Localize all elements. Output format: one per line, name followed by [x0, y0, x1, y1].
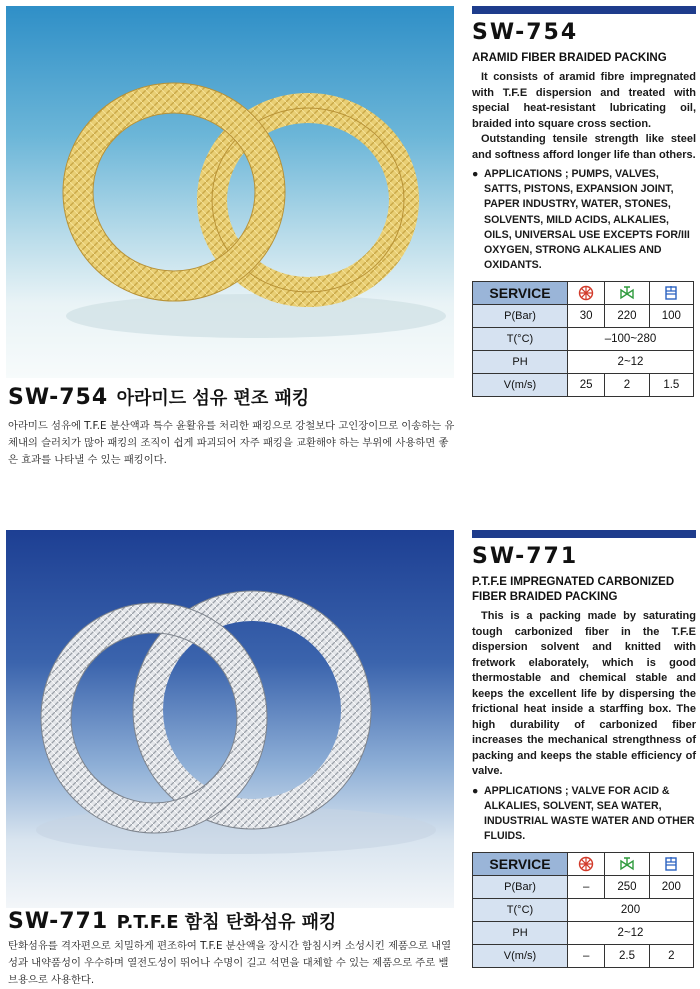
table-cell: 30: [568, 305, 605, 328]
description-paragraph: Outstanding tensile strength like steel and softness afford longer life than others.: [472, 133, 696, 161]
model-title: SW-754: [472, 20, 579, 45]
row-label: PH: [473, 351, 568, 374]
table-cell: 220: [605, 305, 649, 328]
table-cell: 2.5: [605, 945, 649, 968]
table-cell: 250: [605, 876, 649, 899]
table-cell: –: [568, 945, 605, 968]
table-row: [473, 351, 694, 374]
row-label: V(m/s): [473, 945, 568, 968]
row-label: PH: [473, 922, 568, 945]
applications-list: [472, 167, 696, 273]
table-row: [473, 899, 694, 922]
service-table: [472, 281, 694, 397]
service-header: SERVICE: [473, 282, 568, 305]
model-code: SW-771: [8, 909, 109, 934]
table-row: [473, 374, 694, 397]
bullet-icon: ●: [472, 168, 479, 180]
english-description: [472, 70, 696, 163]
pump-icon: [568, 282, 605, 305]
korean-description: 탄화섬유를 격자편으로 치밀하게 편조하여 T.F.E 분산액을 장시간 함침시켜 소성시킨 제품으로 내열성과 내약품성이 우수하며 열전도성이 뛰어나 수명이 길고 석면을 대체할 수 있는 제품으로 주로 밸브용으로 사용한다.: [8, 940, 452, 986]
table-cell: 25: [568, 374, 605, 397]
table-row: [473, 305, 694, 328]
model-code: SW-754: [8, 385, 109, 410]
accent-bar: [472, 6, 696, 14]
product-photo-carbonized-packing: [6, 530, 454, 908]
table-cell: 200: [649, 876, 693, 899]
table-cell: 2~12: [568, 351, 694, 374]
english-description: [472, 609, 696, 780]
spec-panel: [472, 530, 696, 968]
applications-text: APPLICATIONS ; VALVE FOR ACID & ALKALIES, SOLVENT, SEA WATER, INDUSTRIAL WASTE WATER AND OTHER FLUIDS.: [484, 784, 695, 843]
table-cell: 2: [649, 945, 693, 968]
row-label: P(Bar): [473, 876, 568, 899]
row-label: V(m/s): [473, 374, 568, 397]
korean-description: 아라미드 섬유에 T.F.E 분산액과 특수 윤활유를 처리한 패킹으로 강철보다 고인장이므로 이송하는 유체내의 슬러치가 많아 패킹의 조직이 쉽게 파괴되어 자주 패킹을 교환해야 하는 부위에 사용하면 좋은 효과를 나타낼 수 있는 패킹이다.: [8, 420, 455, 466]
english-product-name: P.T.F.E IMPREGNATED CARBONIZED FIBER BRAIDED PACKING: [472, 576, 675, 603]
row-label: T(°C): [473, 328, 568, 351]
row-label: P(Bar): [473, 305, 568, 328]
model-title: SW-771: [472, 544, 579, 569]
product-heading: [8, 384, 309, 410]
table-cell: 2~12: [568, 922, 694, 945]
spec-panel: [472, 6, 696, 397]
bullet-icon: ●: [472, 784, 479, 797]
reciprocating-icon: [649, 853, 693, 876]
table-row: [473, 876, 694, 899]
korean-product-name: 아라미드 섬유 편조 패킹: [116, 388, 310, 409]
reciprocating-icon: [649, 282, 693, 305]
table-cell: –: [568, 876, 605, 899]
accent-bar: [472, 530, 696, 538]
table-cell: 2: [605, 374, 649, 397]
description-paragraph: It consists of aramid fibre impregnated with T.F.E dispersion and treated with special heat-resistant lubricating oil, braided into square cross section.: [472, 71, 696, 130]
english-product-name: ARAMID FIBER BRAIDED PACKING: [472, 52, 667, 64]
product-heading: [8, 908, 336, 934]
service-header: SERVICE: [473, 853, 568, 876]
applications-list: [472, 784, 696, 845]
table-row: [473, 945, 694, 968]
description-paragraph: This is a packing made by saturating tough carbonized fiber in the T.F.E dispersion solvent and knitted with fretwork elaborately, which is good thermostable and chemical stable and keeps the excellent life by dispersing the frictional heat inside a starffing box. The high durability of carbonized fiber increases the mechanical strengthness of packing and keeps the stable efficiency of valve.: [472, 610, 696, 777]
pump-icon: [568, 853, 605, 876]
korean-product-name: P.T.F.E 함침 탄화섬유 패킹: [116, 912, 337, 933]
service-table: [472, 852, 694, 968]
table-cell: 200: [568, 899, 694, 922]
valve-icon: [605, 853, 649, 876]
table-row: [473, 922, 694, 945]
table-row: [473, 328, 694, 351]
table-cell: 100: [649, 305, 693, 328]
applications-text: APPLICATIONS ; PUMPS, VALVES, SATTS, PISTONS, EXPANSION JOINT, PAPER INDUSTRY, WATER, STONES, SOLVENTS, MILD ACIDS, ALKALIES, OILS, UNIVERSAL USE EXCEPTS FOR/III OXYGEN, STRONG ALKALIES AND OXIDANTS.: [484, 168, 690, 272]
table-cell: 1.5: [649, 374, 693, 397]
product-photo-aramid-packing: [6, 6, 454, 378]
valve-icon: [605, 282, 649, 305]
table-cell: –100~280: [568, 328, 694, 351]
row-label: T(°C): [473, 899, 568, 922]
